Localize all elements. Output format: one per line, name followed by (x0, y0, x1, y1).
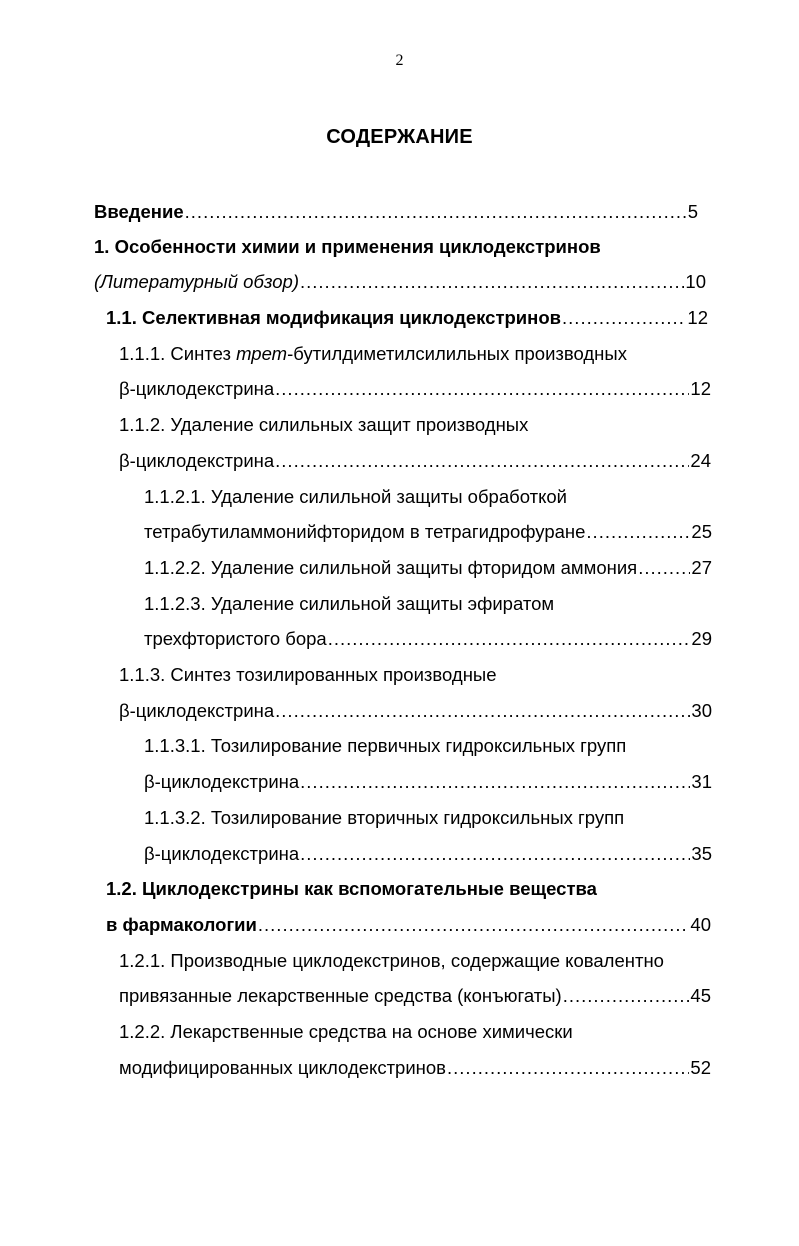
toc-entry-title-italic: трет (236, 343, 288, 364)
dot-leader (300, 841, 690, 867)
dot-leader (300, 769, 690, 795)
toc-title: СОДЕРЖАНИЕ (326, 126, 473, 148)
toc-entry-title-suffix: -бутилдиметилсилильных производных (287, 343, 627, 364)
toc-entry-title: 1.1.2.3. Удаление силильной защиты эфиратом (144, 593, 555, 614)
toc-entry-1-1-2-2[interactable] (144, 555, 712, 581)
toc-entry-title: β-циклодекстрина (119, 700, 275, 721)
toc-page-number: 5 (687, 201, 698, 222)
toc-page-number: 40 (690, 914, 711, 935)
toc-entry-1-1[interactable] (106, 305, 708, 331)
toc-entry-title: 1.1.2.1. Удаление силильной защиты обработкой (144, 486, 568, 507)
dot-leader (447, 1055, 689, 1081)
toc-entry-title: 1.1.3.2. Тозилирование вторичных гидроксильных групп (144, 807, 625, 828)
toc-entry-1-1-1[interactable] (119, 341, 699, 367)
toc-entry-title: 1.1. Селективная модификация циклодекстринов (106, 307, 562, 328)
toc-entry-1-2-1-cont[interactable] (119, 983, 711, 1009)
toc-page-number: 30 (691, 700, 712, 721)
dot-leader (275, 448, 689, 474)
toc-entry-1-1-2-cont[interactable] (119, 448, 711, 474)
toc-entry-1-1-3-2[interactable] (144, 805, 704, 831)
toc-entry-title: β-циклодекстрина (119, 378, 275, 399)
page-number: 2 (395, 52, 404, 69)
toc-entry-1-2-cont[interactable] (106, 912, 711, 938)
toc-entry-title: 1.2.2. Лекарственные средства на основе химически (119, 1021, 573, 1042)
toc-entry-chapter-1[interactable] (94, 234, 714, 260)
toc-entry-title: Введение (94, 201, 184, 222)
toc-entry-1-2[interactable] (106, 876, 706, 902)
toc-entry-1-1-2-3[interactable] (144, 591, 704, 617)
toc-entry-title: в фармакологии (106, 914, 257, 935)
toc-entry-title: 1.2. Циклодекстрины как вспомогательные вещества (106, 878, 597, 899)
toc-entry-title: (Литературный обзор) (94, 271, 299, 292)
toc-page-number: 29 (691, 628, 712, 649)
dot-leader (328, 626, 691, 652)
dot-leader (275, 376, 689, 402)
toc-entry-title: трехфтористого бора (144, 628, 327, 649)
toc-entry-1-1-3-cont[interactable] (119, 698, 712, 724)
toc-entry-title: 1.1.3. Синтез тозилированных производные (119, 664, 497, 685)
toc-entry-title: модифицированных циклодекстринов (119, 1057, 447, 1078)
toc-entry-title: 1.1.3.1. Тозилирование первичных гидроксильных групп (144, 735, 627, 756)
toc-page-number: 25 (691, 521, 712, 542)
toc-entry-1-1-2-1-cont[interactable] (144, 519, 712, 545)
dot-leader (258, 912, 690, 938)
dot-leader (586, 519, 690, 545)
toc-entry-title: β-циклодекстрина (144, 771, 300, 792)
toc-entry-title: 1.1.2. Удаление силильных защит производных (119, 414, 529, 435)
toc-page-number: 10 (685, 271, 706, 292)
toc-entry-1-2-2[interactable] (119, 1019, 699, 1045)
toc-entry-1-1-3-2-cont[interactable] (144, 841, 712, 867)
toc-entry-1-2-2-cont[interactable] (119, 1055, 711, 1081)
dot-leader (563, 983, 690, 1009)
toc-entry-1-2-1[interactable] (119, 948, 699, 974)
dot-leader (275, 698, 690, 724)
toc-entry-1-1-3-1-cont[interactable] (144, 769, 712, 795)
toc-entry-1-1-2-1[interactable] (144, 484, 704, 510)
toc-entry-1-1-1-cont[interactable] (119, 376, 711, 402)
toc-entry-title: 1. Особенности химии и применения циклодекстринов (94, 236, 601, 257)
toc-entry-title: β-циклодекстрина (119, 450, 275, 471)
toc-entry-title-prefix: 1.1.1. Синтез (119, 343, 237, 364)
toc-page-number: 45 (690, 985, 711, 1006)
toc-entry-chapter-1-cont[interactable] (94, 269, 706, 295)
toc-entry-title: 1.2.1. Производные циклодекстринов, содержащие ковалентно (119, 950, 664, 971)
toc-entry-1-1-3[interactable] (119, 662, 699, 688)
toc-entry-1-1-2[interactable] (119, 412, 699, 438)
toc-page-number: 12 (687, 307, 708, 328)
dot-leader (638, 555, 690, 581)
toc-page-number: 52 (690, 1057, 711, 1078)
dot-leader (300, 269, 684, 295)
dot-leader (185, 199, 687, 225)
toc-page-number: 12 (690, 378, 711, 399)
toc-entry-1-1-3-1[interactable] (144, 733, 704, 759)
toc-entry-1-1-2-3-cont[interactable] (144, 626, 712, 652)
toc-page-number: 35 (691, 843, 712, 864)
toc-entry-title: привязанные лекарственные средства (конъюгаты) (119, 985, 562, 1006)
toc-entry-title: β-циклодекстрина (144, 843, 300, 864)
toc-entry-title: 1.1.2.2. Удаление силильной защиты фторидом аммония (144, 557, 638, 578)
toc-page-number: 31 (691, 771, 712, 792)
toc-entry-title: тетрабутиламмонийфторидом в тетрагидрофуране (144, 521, 586, 542)
dot-leader (562, 305, 686, 331)
toc-page-number: 27 (691, 557, 712, 578)
toc-page-number: 24 (690, 450, 711, 471)
toc-entry-introduction[interactable] (94, 199, 698, 225)
